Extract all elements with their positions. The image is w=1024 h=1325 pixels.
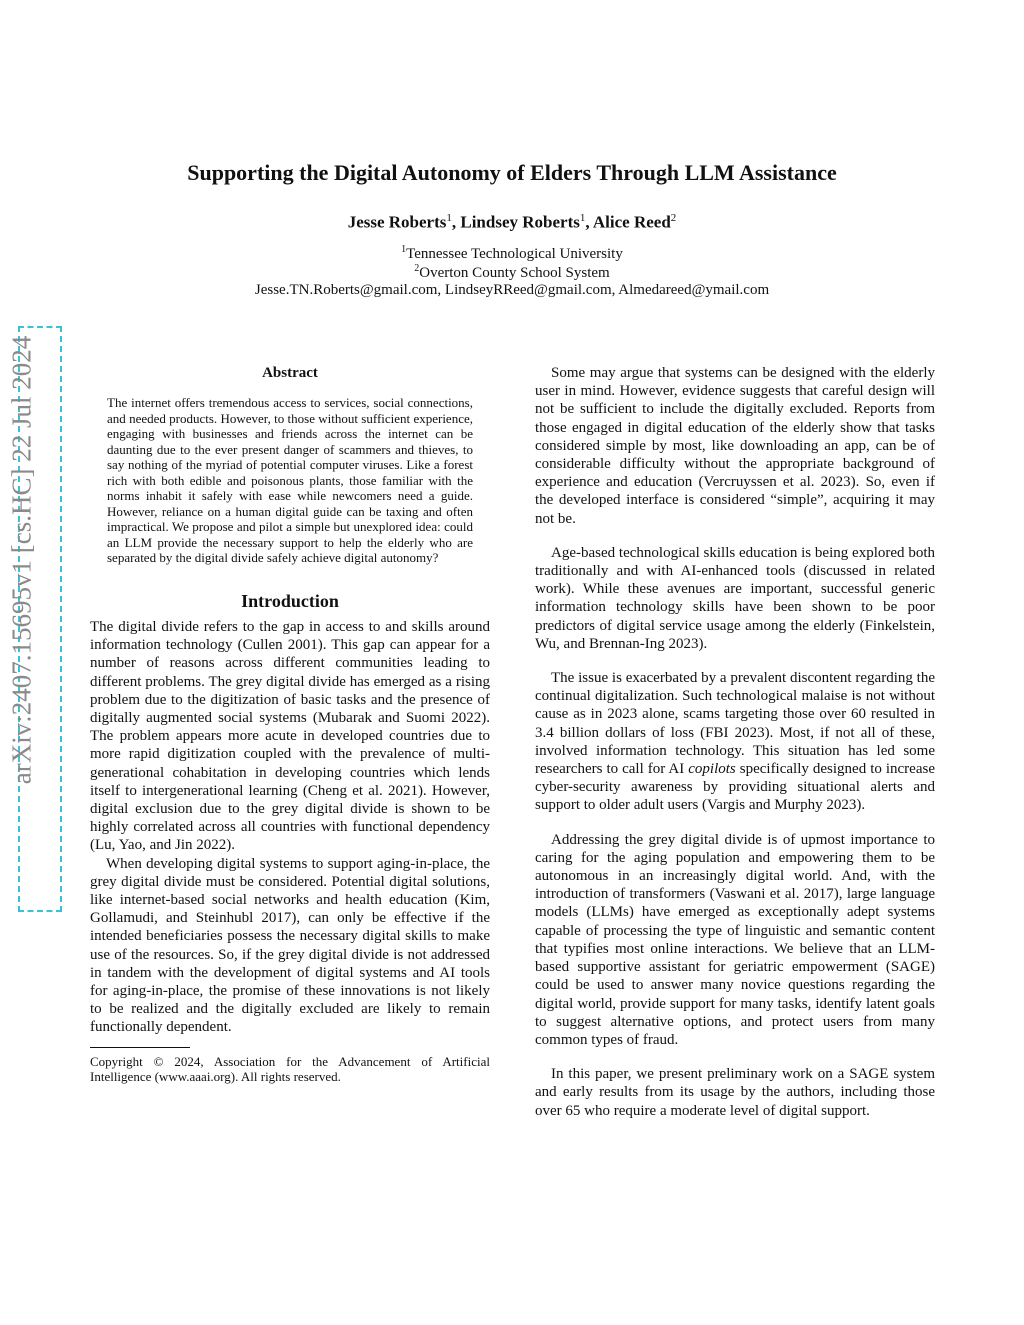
affil-name: Overton County School System [419, 265, 610, 281]
footnote-rule [90, 1047, 190, 1048]
body-paragraph-5: In this paper, we present preliminary work on a SAGE system and early results from its usage by the authors, including those over 65 who require a moderate level of digital support. [535, 1066, 935, 1119]
arxiv-stamp[interactable]: arXiv:2407.15695v1 [cs.HC] 22 Jul 2024 [6, 335, 37, 785]
body-paragraph-4: Addressing the grey digital divide is of upmost importance to caring for the aging population and empowering them to be autonomous in an increasingly digital world. And, with the introduction of transformers (Vaswani et al. 2017), large language models (LLMs) have emerged as exceptionally adept systems capable of processing the type of linguistic and semantic content that typifies most online interactions. We believe that an LLM-based supportive assistant for geriatric empowerment (SAGE) could be used to answer many novice questions regarding the digital world, provide support for many tasks, identify latent goals to suggest alternative options, and protect users from many common types of fraud. [535, 831, 935, 1048]
author-name: Alice Reed [592, 212, 671, 232]
copyright-footnote: Copyright © 2024, Association for the Advancement of Artificial Intelligence (www.aaai.org). All rights reserved. [90, 1053, 490, 1085]
abstract-text: The internet offers tremendous access to services, social connections, and needed products. However, to those without sufficient experience, engaging with businesses and friends across the internet can be daunting due to the ever present danger of scammers and thieves, to say nothing of the myriad of potential computer viruses. Like a forest rich with both edible and poisonous plants, those familiar with the norms inhabit it safely with ease while newcomers need a guide. However, reliance on a human digital guide can be taxing and often impractical. We propose and pilot a simple but unexplored idea: could an LLM provide the necessary support to help the elderly who are separated by the digital divide safely achieve digital autonomy? [107, 395, 473, 566]
intro-paragraph-1: The digital divide refers to the gap in access to and skills around information technology (Cullen 2001). This gap can appear for a number of reasons across different communities leading to different problems. The grey digital divide has emerged as a rising problem due to the digitization of basic tasks and the presence of digitally augmented social systems (Mubarak and Suomi 2022). The problem appears more acute in developed countries due to more rapid digitization coupled with the prevalence of multi-generational cohabitation in developing countries which lends itself to intergenerational learning (Cheng et al. 2021). However, digital exclusion due to the grey digital divide is shown to be highly correlated across all countries with functional dependency (Lu, Yao, and Jin 2022). [90, 618, 490, 854]
author-affil-mark: 1 [579, 212, 586, 224]
author-emails[interactable]: Jesse.TN.Roberts@gmail.com, LindseyRReed@gmail.com, Almedareed@ymail.com [254, 282, 770, 298]
body-paragraph-2: Age-based technological skills education is being explored both traditionally and with AI-enhanced tools (discussed in related work). While these avenues are important, successful generic information technology skills have been shown to be poor predictors of digital service usage among the elderly (Finkelstein, Wu, and Brennan-Ing 2023). [535, 544, 935, 652]
abstract-heading: Abstract [262, 365, 318, 381]
author-name: Lindsey Roberts [460, 212, 580, 232]
intro-paragraph-2: When developing digital systems to support aging-in-place, the grey digital divide must be considered. Potential digital solutions, like internet-based social networks and health education (Kim, Gollamudi, and Steinhubl 2017), can only be effective if the intended beneficiaries possess the necessary digital skills to make use of the resources. So, if the grey digital divide is not addressed in tandem with the development of digital systems and AI tools for aging-in-place, the promise of these innovations is not likely to be realized and the digitally excluded are likely to remain functionally dependent. [90, 855, 490, 1036]
author-affil-mark: 2 [670, 212, 677, 224]
author-affil-mark: 1 [446, 212, 452, 224]
affiliation-1 [0, 244, 1024, 263]
affiliation-2 [0, 263, 1024, 282]
introduction-heading: Introduction [241, 590, 339, 611]
paper-title: Supporting the Digital Autonomy of Elders Through LLM Assistance [187, 160, 837, 185]
body-paragraph-3 [535, 669, 935, 815]
right-column [535, 364, 935, 1136]
paragraph-text: specifically designed to increase cyber-security awareness by providing situational alerts and support to older adult users (Vargis and Murphy 2023). [535, 761, 935, 814]
affil-name: Tennessee Technological University [406, 246, 623, 262]
affil-mark: 2 [414, 263, 420, 274]
paragraph-text: The issue is exacerbated by a prevalent discontent regarding the continual digitalization. Such technological malaise is not without cause as in 2023 alone, scams targeting those over 60 resulted in 3.4 billion dollars of loss (FBI 2023). Most, if not all of these, involved information technology. This situation has led some researchers to call for AI [535, 670, 935, 778]
author-list: Jesse Roberts$^1$, Lindsey Roberts$^1$, Alice Reed$^2$ [347, 212, 677, 232]
affil-mark: 1 [401, 244, 407, 255]
emphasis-text: copilots [688, 761, 736, 778]
body-paragraph-1: Some may argue that systems can be designed with the elderly user in mind. However, evidence suggests that careful design will not be sufficient to include the digitally excluded. Reports from those engaged in digital education of the elderly show that tasks considered simple by most, like downloading an app, can be of considerable difficulty without the appropriate background of experience and education (Vercruyssen et al. 2023). So, even if the developed interface is considered “simple”, acquiring it may not be. [535, 365, 935, 527]
author-name: Jesse Roberts [347, 212, 447, 232]
left-column [90, 364, 490, 1085]
